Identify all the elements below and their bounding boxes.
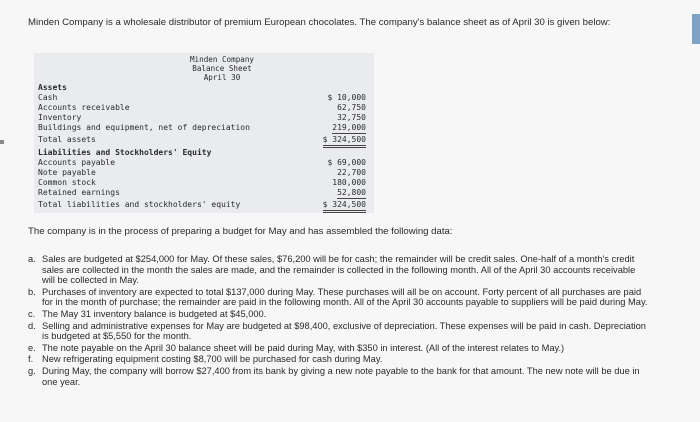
company-name: Minden Company <box>189 55 254 64</box>
cs-row <box>38 178 368 188</box>
item-marker: d. <box>28 320 36 331</box>
cs-value: 180,000 <box>332 178 366 187</box>
list-item-g <box>28 366 648 387</box>
re-value: 52,800 <box>337 188 366 197</box>
statement-date: April 30 <box>203 73 241 82</box>
inventory-value: 32,750 <box>337 113 366 122</box>
item-text: Purchases of inventory are expected to total $137,000 during May. These purchases will all be on account. Forty percent of all purchases are paid for in the month of purchase; the remainder are paid in the following month. All of the April 30 accounts payable to suppliers will be paid during May. <box>42 286 648 308</box>
assets-header-row <box>38 83 368 93</box>
list-item-f <box>28 354 648 365</box>
window-edge <box>692 14 700 44</box>
item-marker: b. <box>28 286 36 297</box>
re-label: Retained earnings <box>38 188 120 197</box>
item-marker: a. <box>28 254 36 264</box>
cash-value: $ 10,000 <box>327 93 366 102</box>
total-assets-label: Total assets <box>38 135 96 144</box>
ar-value: 62,750 <box>337 103 366 112</box>
cs-label: Common stock <box>38 178 96 187</box>
liabilities-header: Liabilities and Stockholders' Equity <box>38 148 212 157</box>
list-item-b <box>28 287 648 308</box>
ar-row <box>38 103 368 113</box>
intro-text: Minden Company is a wholesale distributor of premium European chocolates. The company's balance sheet as of April 30 is given below: <box>28 17 611 28</box>
buildings-label: Buildings and equipment, net of depreciation <box>38 123 250 132</box>
assets-header: Assets <box>38 83 67 92</box>
inventory-row <box>38 113 368 123</box>
list-item-a <box>28 254 648 286</box>
item-marker: g. <box>28 365 36 376</box>
re-row <box>38 188 368 198</box>
item-text: The note payable on the April 30 balance sheet will be paid during May, with $350 in interest. (All of the interest relates to May.) <box>42 342 565 353</box>
buildings-value: 219,000 <box>332 123 366 132</box>
budget-data-list <box>28 254 648 388</box>
np-value: 22,700 <box>337 168 366 177</box>
np-label: Note payable <box>38 168 96 177</box>
total-le-value: $ 324,500 <box>323 200 366 213</box>
item-text: Selling and administrative expenses for May are budgeted at $98,400, exclusive of depreciation. These expenses will be paid in cash. Depreciation is budgeted at $5,550 for the month. <box>42 320 646 342</box>
ap-value: $ 69,000 <box>327 158 366 167</box>
budget-intro-text: The company is in the process of preparing a budget for May and has assembled the following data: <box>28 226 453 237</box>
total-assets-value: $ 324,500 <box>323 135 366 148</box>
ar-label: Accounts receivable <box>38 103 130 112</box>
buildings-row <box>38 123 368 133</box>
item-text: The May 31 inventory balance is budgeted at $45,000. <box>42 308 267 319</box>
statement-name: Balance Sheet <box>192 64 252 73</box>
total-le-label: Total liabilities and stockholders' equity <box>38 200 241 209</box>
item-marker: c. <box>28 308 36 319</box>
ap-row <box>38 158 368 168</box>
item-text: Sales are budgeted at $254,000 for May. Of these sales, $76,200 will be for cash; the remainder will be credit sales. One-half of a month's credit sales are collected in the month the sales are made, and the remainder is collected in the following month. All of the April 30 accounts receivable will be collected in May. <box>42 254 636 286</box>
total-assets-row <box>38 135 368 145</box>
balance-sheet-title <box>162 55 282 82</box>
item-marker: f. <box>28 354 34 365</box>
list-item-c <box>28 309 648 320</box>
liabilities-header-row <box>38 148 368 158</box>
balance-sheet <box>34 53 374 213</box>
edge-mark <box>0 140 4 144</box>
item-marker: e. <box>28 342 36 353</box>
np-row <box>38 168 368 178</box>
total-le-row <box>38 200 368 210</box>
ap-label: Accounts payable <box>38 158 116 167</box>
item-text: During May, the company will borrow $27,400 from its bank by giving a new note payable to the bank for that amount. The new note will be due in one year. <box>42 365 640 387</box>
inventory-label: Inventory <box>38 113 82 122</box>
list-item-d <box>28 321 648 342</box>
cash-row <box>38 93 368 103</box>
cash-label: Cash <box>38 93 58 102</box>
list-item-e <box>28 343 648 354</box>
item-text: New refrigerating equipment costing $8,700 will be purchased for cash during May. <box>42 354 383 365</box>
